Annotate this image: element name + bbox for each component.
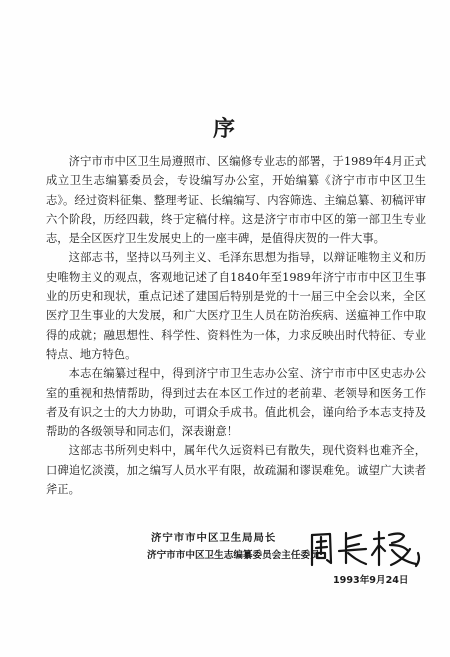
paragraph-1: 济宁市市中区卫生局遵照市、区编修专业志的部署，于1989年4月正式成立卫生志编纂委员会，专设编写办公室，开始编纂《济宁市市中区卫生志》。经过资料征集、整理考证、长编编写、内容筛选、主编总纂、初稿评审六个阶段，历经四载，终于定稿付梓。这是济宁市市中区的第一部卫生专业志，是全区医疗卫生发展史上的一座丰碑，是值得庆贺的一件大事。 [46,155,426,246]
paragraph-2: 这部志书，坚持以马列主义、毛泽东思想为指导，以辩证唯物主义和历史唯物主义的观点，客观地记述了自1840年至1989年济宁市市中区卫生事业的历史和现状，重点记述了建国后特别是党的十一届三中全会以来，全区医疗卫生事业的大发展，和广大医疗卫生人员在防治疾病、送瘟神工作中取得的成就；融思想性、科学性、资料性为一体，力求反映出时代特征、专业特点、地方特色。 [46,251,426,361]
document-date: 1993年9月24日 [333,575,409,586]
signatory-title-1: 济宁市市中区卫生局局长 [151,532,277,544]
paragraph-3: 本志在编纂过程中，得到济宁市卫生志办公室、济宁市市中区史志办公室的重视和热情帮助，得到过去在本区工作过的老前辈、老领导和医务工作者及有识之士的大力协助，可谓众手成书。值此机会，谨向给予本志支持及帮助的各级领导和同志们，深表谢意！ [46,367,426,439]
page-title: 序 [212,117,237,142]
handwritten-signature [306,527,426,569]
signatory-title-2: 济宁市市中区卫生志编纂委员会主任委员 [147,550,320,561]
preface-body [46,152,426,499]
signature-block [147,529,427,589]
paragraph-4: 这部志书所列史料中，属年代久远资料已有散失，现代资料也难齐全，口碑追忆淡漠，加之编写人员水平有限，故疏漏和谬误难免。诚望广大读者斧正。 [46,444,426,497]
